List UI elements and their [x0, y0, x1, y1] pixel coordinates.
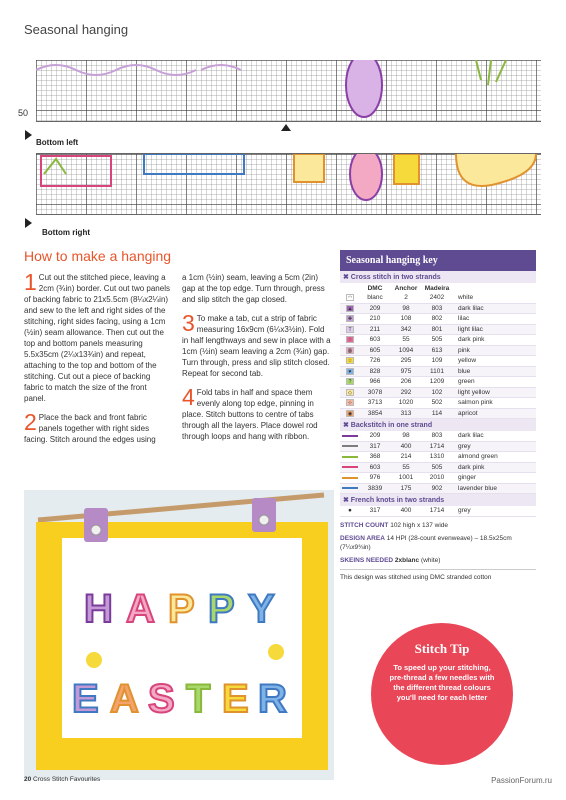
col-anchor: Anchor — [394, 284, 418, 292]
step-1: 1 Cut out the stitched piece, leaving a 2cm (¾in) border. Cut out two panels of backing fabric to 21x5.5cm (8¼x2¼in) and sew to the left and right sides of the stitching, right sides facing, using a 1cm (½in) seam allowance. Then cut out the top and bottom panels measuring 5.5x35cm (2¼x13¾in) and repeat, attaching to the top and bottom of the stitching. Cut out a piece of backing fabric to match the size of the front panel. — [24, 269, 170, 403]
colour-name: lavender blue — [458, 484, 498, 492]
photo-letter-a2: A — [110, 677, 139, 721]
key-column-headers — [340, 283, 536, 293]
anchor-number: 313 — [400, 409, 412, 417]
dmc-number: blanc — [367, 294, 383, 302]
madeira-number: 1714 — [429, 442, 445, 450]
backstitch-line-icon — [342, 445, 358, 447]
madeira-number: 109 — [431, 357, 443, 365]
symbol-cell — [340, 305, 360, 312]
madeira-number: 114 — [431, 409, 443, 417]
madeira-number: 2010 — [429, 474, 445, 482]
thread-note: This design was stitched using DMC stranded cotton — [340, 569, 536, 582]
dmc-number: 209 — [369, 432, 381, 440]
dmc-number: 210 — [369, 315, 381, 323]
chart-top-section — [36, 60, 541, 122]
thread-symbol-icon: ☆ — [347, 358, 353, 365]
line-cell — [340, 435, 360, 437]
backstitch-line-icon — [342, 477, 358, 479]
madeira-number: 102 — [431, 388, 443, 396]
step-2-number: 2 — [24, 409, 37, 435]
madeira-number: 2402 — [429, 294, 445, 302]
madeira-number: 902 — [431, 484, 443, 492]
article-column-1 — [24, 269, 170, 453]
colour-name: dark lilac — [458, 432, 484, 440]
colour-name: green — [458, 378, 475, 386]
label-bottom-left: Bottom left — [36, 138, 79, 147]
thread-key — [340, 250, 536, 582]
cross-row-209 — [340, 304, 536, 315]
anchor-number: 98 — [402, 432, 410, 440]
madeira-number: 505 — [431, 463, 443, 471]
backstitch-row-976 — [340, 473, 536, 484]
madeira-number: 613 — [431, 346, 443, 354]
step-3: 3 To make a tab, cut a strip of fabric measuring 16x9cm (6¼x3½in). Fold in half lengthways and sew in place with a 1cm (½in) seam leaving a 2cm (¾in) gap. Turn through, press and slip stitch closed. Repeat for second tab. — [182, 310, 331, 378]
backstitch-row-317 — [340, 442, 536, 453]
dmc-number: 317 — [369, 442, 381, 450]
anchor-number: 108 — [400, 315, 412, 323]
cross-row-966 — [340, 377, 536, 388]
thread-symbol-icon: ✚ — [347, 316, 353, 323]
dmc-number: 603 — [369, 463, 381, 471]
watermark: PassionForum.ru — [491, 776, 552, 785]
photo-letter-r: R — [258, 677, 287, 721]
backstitch-rows — [340, 431, 536, 494]
article-title: How to make a hanging — [24, 248, 172, 264]
symbol-cell — [340, 294, 360, 301]
axis-marker-left — [25, 130, 32, 140]
colour-name: grey — [458, 442, 471, 450]
symbol-cell — [340, 399, 360, 406]
french-knots-heading: ✖ French knots in two strands — [340, 494, 536, 506]
key-title: Seasonal hanging key — [340, 250, 536, 271]
dmc-number: 3854 — [367, 409, 383, 417]
col-dmc: DMC — [367, 284, 383, 292]
stitch-count: STITCH COUNT 102 high x 137 wide — [340, 521, 449, 529]
page-number: 20 — [24, 776, 32, 783]
photo-letter-p1: P — [168, 587, 195, 631]
thread-symbol-icon: ? — [346, 378, 354, 385]
cross-row-210 — [340, 314, 536, 325]
dmc-number: 209 — [369, 304, 381, 312]
thread-symbol-icon: ☆ — [347, 337, 353, 344]
anchor-number: 55 — [402, 463, 410, 471]
anchor-number: 1094 — [398, 346, 414, 354]
symbol-cell — [340, 315, 360, 322]
design-area: DESIGN AREA 14 HPI (28-count evenweave) – 18.5x25cm (7¼x9¾in) — [340, 534, 512, 551]
chart-motifs-top — [36, 60, 541, 122]
line-cell — [340, 487, 360, 489]
cross-row-3854 — [340, 409, 536, 420]
dmc-number: 828 — [369, 367, 381, 375]
colour-name: dark pink — [458, 336, 485, 344]
photo-letter-s: S — [148, 677, 175, 721]
symbol-cell — [340, 336, 360, 343]
photo-letter-t: T — [186, 677, 211, 721]
cross-row-603 — [340, 335, 536, 346]
backstitch-row-209 — [340, 431, 536, 442]
colour-name: white — [458, 294, 474, 302]
backstitch-line-icon — [342, 435, 358, 437]
colour-name: lilac — [458, 315, 470, 323]
colour-name: grey — [458, 507, 471, 515]
step-1-number: 1 — [24, 269, 37, 295]
french-knot-row-317 — [340, 506, 536, 517]
thread-symbol-icon: ꙮ — [347, 347, 353, 354]
colour-name: ginger — [458, 474, 477, 482]
madeira-number: 502 — [431, 399, 443, 407]
cross-row-3713 — [340, 398, 536, 409]
photo-letter-y: Y — [248, 587, 275, 631]
axis-marker-center — [281, 124, 291, 131]
anchor-number: 295 — [400, 357, 412, 365]
dmc-number: 317 — [369, 507, 381, 515]
axis-marker-left-2 — [25, 218, 32, 228]
anchor-number: 400 — [400, 507, 412, 515]
madeira-number: 1714 — [429, 507, 445, 515]
label-bottom-right: Bottom right — [42, 228, 90, 237]
stitch-tip-badge — [371, 623, 513, 765]
dmc-number: 726 — [369, 357, 381, 365]
symbol-cell — [340, 326, 360, 333]
line-cell — [340, 456, 360, 458]
colour-name: apricot — [458, 409, 478, 417]
french-knot-rows — [340, 506, 536, 517]
stitch-tip-title: Stitch Tip — [414, 641, 470, 656]
photo-letter-e2: E — [222, 677, 249, 721]
backstitch-line-icon — [342, 466, 358, 468]
article-column-2 — [182, 272, 332, 450]
colour-name: blue — [458, 367, 471, 375]
anchor-number: 55 — [402, 336, 410, 344]
madeira-number: 803 — [431, 432, 443, 440]
thread-symbol-icon: ♥ — [346, 368, 354, 375]
symbol-cell — [340, 347, 360, 354]
colour-name: pink — [458, 346, 470, 354]
hanging-photo — [24, 490, 334, 780]
cross-row-828 — [340, 367, 536, 378]
madeira-number: 1101 — [430, 367, 444, 375]
cross-stitch-heading: ✖ Cross stitch in two strands — [340, 271, 536, 283]
dmc-number: 603 — [369, 336, 381, 344]
colour-name: dark lilac — [458, 304, 484, 312]
backstitch-line-icon — [342, 456, 358, 458]
cross-stitch-rows — [340, 293, 536, 419]
chart-bottom-section — [36, 153, 541, 215]
dmc-number: 605 — [369, 346, 381, 354]
cross-row-726 — [340, 356, 536, 367]
photo-letter-e1: E — [72, 677, 99, 721]
madeira-number: 803 — [431, 304, 443, 312]
symbol-cell — [340, 368, 360, 375]
hanging-illustration — [24, 490, 334, 780]
cross-row-3078 — [340, 388, 536, 399]
cross-row-211 — [340, 325, 536, 336]
symbol-cell — [340, 389, 360, 396]
line-cell — [340, 445, 360, 447]
skeins-needed: SKEINS NEEDED 2xblanc (white) — [340, 556, 441, 564]
thread-symbol-icon: ⊹ — [347, 400, 353, 407]
thread-symbol-icon: T — [346, 326, 354, 333]
page-title: Seasonal hanging — [24, 22, 129, 37]
thread-symbol-icon: ◇ — [346, 389, 354, 396]
madeira-number: 505 — [431, 336, 443, 344]
anchor-number: 206 — [400, 378, 412, 386]
step-2: 2 Place the back and front fabric panels together with right sides facing. Stitch around the edges using — [24, 409, 156, 444]
magazine-name: Cross Stitch Favourites — [33, 776, 101, 783]
colour-name: light lilac — [458, 325, 483, 333]
thread-symbol-icon: ◉ — [347, 410, 353, 417]
thread-symbol-icon: ▲ — [347, 305, 353, 312]
symbol-cell — [340, 378, 360, 385]
anchor-number: 214 — [400, 453, 412, 461]
backstitch-row-3839 — [340, 484, 536, 495]
backstitch-heading: ✖ Backstitch in one strand — [340, 419, 536, 431]
madeira-number: 801 — [431, 325, 443, 333]
madeira-number: 802 — [431, 315, 443, 323]
anchor-number: 98 — [402, 304, 410, 312]
anchor-number: 175 — [400, 484, 412, 492]
madeira-number: 1209 — [429, 378, 445, 386]
line-cell — [340, 466, 360, 468]
symbol-cell — [340, 410, 360, 417]
anchor-number: 975 — [400, 367, 412, 375]
photo-letter-a: A — [126, 587, 155, 631]
dmc-number: 211 — [369, 325, 381, 333]
backstitch-row-368 — [340, 452, 536, 463]
symbol-cell — [340, 357, 360, 364]
dmc-number: 976 — [369, 474, 381, 482]
cross-row-605 — [340, 346, 536, 357]
dmc-number: 3713 — [367, 399, 383, 407]
french-knot-icon: ● — [348, 507, 352, 515]
colour-name: dark pink — [458, 463, 485, 471]
anchor-number: 342 — [400, 325, 412, 333]
photo-letter-h: H — [84, 587, 113, 631]
step-4: 4 Fold tabs in half and space them evenly along top edge, pinning in place. Stitch buttons to centre of tabs through all the layers. Place dowel rod through loops and hang with ribbon. — [182, 384, 318, 441]
anchor-number: 1020 — [398, 399, 414, 407]
colour-name: salmon pink — [458, 399, 493, 407]
stitch-tip-body: To speed up your stitching, pre-thread a few needles with the different thread colours you'll need for each letter — [389, 663, 495, 702]
chart-row-number: 50 — [18, 108, 29, 118]
backstitch-line-icon — [342, 487, 358, 489]
anchor-number: 1001 — [398, 474, 414, 482]
dmc-number: 368 — [369, 453, 381, 461]
cross-row-blanc — [340, 293, 536, 304]
anchor-number: 400 — [400, 442, 412, 450]
step-3-number: 3 — [182, 310, 195, 336]
col-madeira: Madeira — [424, 284, 450, 292]
line-cell — [340, 477, 360, 479]
thread-symbol-icon: ◠ — [347, 295, 353, 302]
colour-name: yellow — [458, 357, 477, 365]
madeira-number: 1310 — [429, 453, 445, 461]
dmc-number: 3078 — [367, 388, 383, 396]
step-4-number: 4 — [182, 384, 195, 410]
anchor-number: 2 — [404, 294, 408, 302]
photo-letter-p2: P — [208, 587, 235, 631]
dmc-number: 966 — [369, 378, 381, 386]
anchor-number: 292 — [400, 388, 412, 396]
chart-motifs-bottom — [36, 154, 541, 215]
dmc-number: 3839 — [367, 484, 383, 492]
colour-name: almond green — [458, 453, 498, 461]
page-footer — [24, 776, 100, 783]
colour-name: light yellow — [458, 388, 490, 396]
backstitch-row-603 — [340, 463, 536, 474]
step-2-continued: a 1cm (½in) seam, leaving a 5cm (2in) gap at the top edge. Turn through, press and slip stitch the gap closed. — [182, 273, 325, 304]
